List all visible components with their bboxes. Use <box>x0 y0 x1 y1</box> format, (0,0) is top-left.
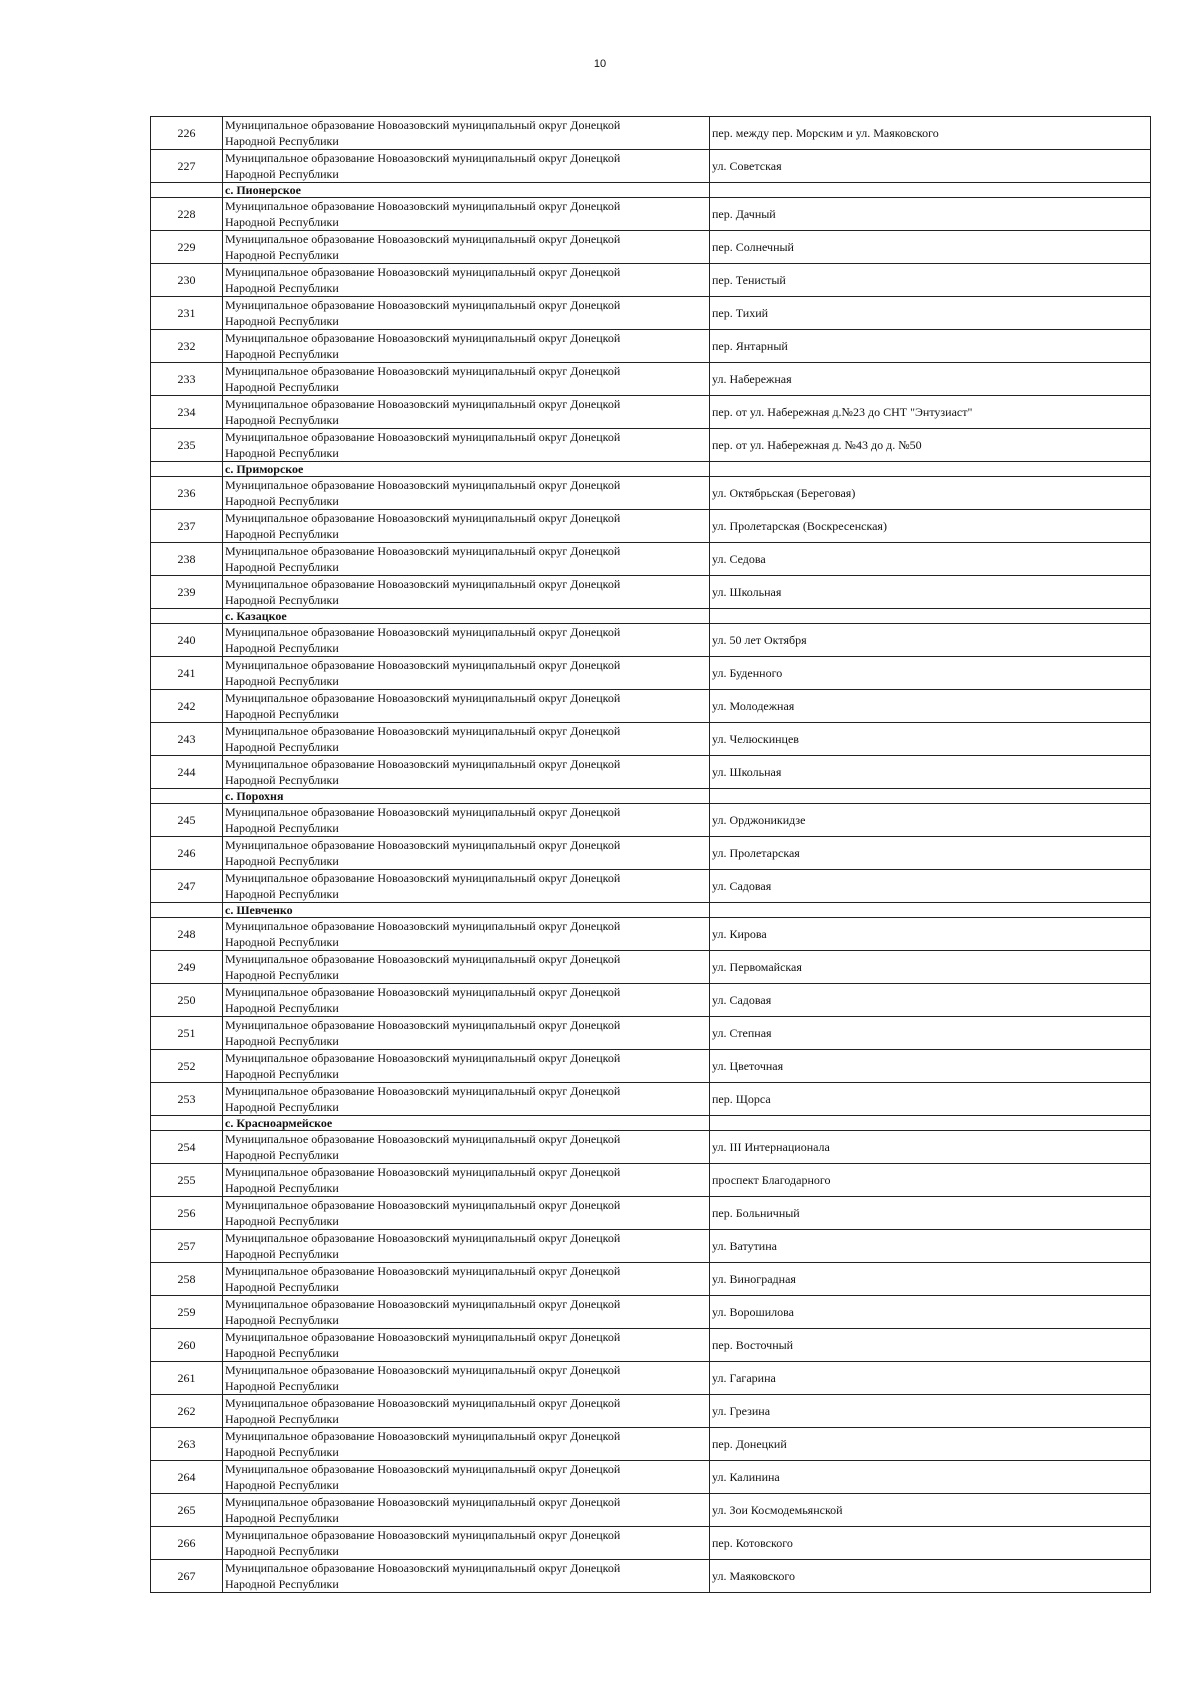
street-name: ул. Виноградная <box>710 1263 1151 1296</box>
row-number: 246 <box>151 837 223 870</box>
table-row <box>151 1131 1151 1164</box>
row-number: 230 <box>151 264 223 297</box>
locality-name: с. Порохня <box>223 789 710 804</box>
municipality-name: Муниципальное образование Новоазовский муниципальный округ Донецкой Народной Республики <box>223 984 710 1017</box>
municipality-name: Муниципальное образование Новоазовский муниципальный округ Донецкой Народной Республики <box>223 477 710 510</box>
street-name: проспект Благодарного <box>710 1164 1151 1197</box>
empty-cell <box>151 183 223 198</box>
street-registry-table <box>150 116 1151 1593</box>
table-row <box>151 1428 1151 1461</box>
locality-header-row <box>151 1116 1151 1131</box>
municipality-name: Муниципальное образование Новоазовский муниципальный округ Донецкой Народной Республики <box>223 756 710 789</box>
table-row <box>151 1197 1151 1230</box>
municipality-name: Муниципальное образование Новоазовский муниципальный округ Донецкой Народной Республики <box>223 1527 710 1560</box>
street-name: пер. Дачный <box>710 198 1151 231</box>
table-row <box>151 1263 1151 1296</box>
row-number: 239 <box>151 576 223 609</box>
municipality-name: Муниципальное образование Новоазовский муниципальный округ Донецкой Народной Республики <box>223 150 710 183</box>
empty-cell <box>710 903 1151 918</box>
street-name: ул. Школьная <box>710 756 1151 789</box>
empty-cell <box>151 609 223 624</box>
street-name: ул. Ворошилова <box>710 1296 1151 1329</box>
row-number: 265 <box>151 1494 223 1527</box>
table-row <box>151 723 1151 756</box>
page-number: 10 <box>593 58 607 70</box>
row-number: 231 <box>151 297 223 330</box>
row-number: 228 <box>151 198 223 231</box>
empty-cell <box>710 789 1151 804</box>
street-name: ул. Садовая <box>710 870 1151 903</box>
municipality-name: Муниципальное образование Новоазовский муниципальный округ Донецкой Народной Республики <box>223 1428 710 1461</box>
table-row <box>151 297 1151 330</box>
street-name: пер. Солнечный <box>710 231 1151 264</box>
table-row <box>151 429 1151 462</box>
street-name: ул. Школьная <box>710 576 1151 609</box>
table-row <box>151 756 1151 789</box>
municipality-name: Муниципальное образование Новоазовский муниципальный округ Донецкой Народной Республики <box>223 117 710 150</box>
street-name: пер. Восточный <box>710 1329 1151 1362</box>
row-number: 253 <box>151 1083 223 1116</box>
municipality-name: Муниципальное образование Новоазовский муниципальный округ Донецкой Народной Республики <box>223 837 710 870</box>
municipality-name: Муниципальное образование Новоазовский муниципальный округ Донецкой Народной Республики <box>223 1461 710 1494</box>
street-name: ул. Буденного <box>710 657 1151 690</box>
municipality-name: Муниципальное образование Новоазовский муниципальный округ Донецкой Народной Республики <box>223 1017 710 1050</box>
table-row <box>151 363 1151 396</box>
row-number: 267 <box>151 1560 223 1593</box>
row-number: 261 <box>151 1362 223 1395</box>
empty-cell <box>710 609 1151 624</box>
row-number: 249 <box>151 951 223 984</box>
street-name: ул. Молодежная <box>710 690 1151 723</box>
street-name: ул. Калинина <box>710 1461 1151 1494</box>
empty-cell <box>710 1116 1151 1131</box>
row-number: 241 <box>151 657 223 690</box>
street-name: ул. Первомайская <box>710 951 1151 984</box>
street-name: ул. Маяковского <box>710 1560 1151 1593</box>
street-name: ул. Советская <box>710 150 1151 183</box>
municipality-name: Муниципальное образование Новоазовский муниципальный округ Донецкой Народной Республики <box>223 690 710 723</box>
street-name: ул. Цветочная <box>710 1050 1151 1083</box>
street-name: ул. Октябрьская (Береговая) <box>710 477 1151 510</box>
municipality-name: Муниципальное образование Новоазовский муниципальный округ Донецкой Народной Республики <box>223 1197 710 1230</box>
municipality-name: Муниципальное образование Новоазовский муниципальный округ Донецкой Народной Республики <box>223 363 710 396</box>
row-number: 259 <box>151 1296 223 1329</box>
municipality-name: Муниципальное образование Новоазовский муниципальный округ Донецкой Народной Республики <box>223 1230 710 1263</box>
table-row <box>151 198 1151 231</box>
municipality-name: Муниципальное образование Новоазовский муниципальный округ Донецкой Народной Республики <box>223 870 710 903</box>
table-row <box>151 1164 1151 1197</box>
street-name: ул. Грезина <box>710 1395 1151 1428</box>
street-name: пер. Щорса <box>710 1083 1151 1116</box>
row-number: 250 <box>151 984 223 1017</box>
locality-name: с. Красноармейское <box>223 1116 710 1131</box>
municipality-name: Муниципальное образование Новоазовский муниципальный округ Донецкой Народной Республики <box>223 198 710 231</box>
empty-cell <box>151 789 223 804</box>
table-row <box>151 150 1151 183</box>
row-number: 266 <box>151 1527 223 1560</box>
municipality-name: Муниципальное образование Новоазовский муниципальный округ Донецкой Народной Республики <box>223 576 710 609</box>
row-number: 243 <box>151 723 223 756</box>
table-row <box>151 870 1151 903</box>
street-name: ул. Степная <box>710 1017 1151 1050</box>
municipality-name: Муниципальное образование Новоазовский муниципальный округ Донецкой Народной Республики <box>223 1164 710 1197</box>
municipality-name: Муниципальное образование Новоазовский муниципальный округ Донецкой Народной Республики <box>223 1083 710 1116</box>
street-name: ул. Орджоникидзе <box>710 804 1151 837</box>
empty-cell <box>710 462 1151 477</box>
row-number: 262 <box>151 1395 223 1428</box>
row-number: 236 <box>151 477 223 510</box>
row-number: 238 <box>151 543 223 576</box>
street-name: пер. от ул. Набережная д.№23 до СНТ "Энтузиаст" <box>710 396 1151 429</box>
street-name: ул. Гагарина <box>710 1362 1151 1395</box>
street-name: ул. 50 лет Октября <box>710 624 1151 657</box>
table-row <box>151 1017 1151 1050</box>
street-name: пер. Тенистый <box>710 264 1151 297</box>
table-row <box>151 657 1151 690</box>
street-name: ул. Садовая <box>710 984 1151 1017</box>
table-row <box>151 690 1151 723</box>
row-number: 247 <box>151 870 223 903</box>
municipality-name: Муниципальное образование Новоазовский муниципальный округ Донецкой Народной Республики <box>223 1131 710 1164</box>
locality-name: с. Шевченко <box>223 903 710 918</box>
municipality-name: Муниципальное образование Новоазовский муниципальный округ Донецкой Народной Республики <box>223 1050 710 1083</box>
street-name: пер. Донецкий <box>710 1428 1151 1461</box>
locality-name: с. Казацкое <box>223 609 710 624</box>
municipality-name: Муниципальное образование Новоазовский муниципальный округ Донецкой Народной Республики <box>223 951 710 984</box>
row-number: 234 <box>151 396 223 429</box>
row-number: 255 <box>151 1164 223 1197</box>
street-name: ул. Пролетарская (Воскресенская) <box>710 510 1151 543</box>
street-name: пер. Янтарный <box>710 330 1151 363</box>
locality-name: с. Пионерское <box>223 183 710 198</box>
table-row <box>151 624 1151 657</box>
table-row <box>151 1395 1151 1428</box>
table-row <box>151 576 1151 609</box>
locality-header-row <box>151 609 1151 624</box>
locality-header-row <box>151 789 1151 804</box>
municipality-name: Муниципальное образование Новоазовский муниципальный округ Донецкой Народной Республики <box>223 1362 710 1395</box>
row-number: 260 <box>151 1329 223 1362</box>
street-name: пер. Больничный <box>710 1197 1151 1230</box>
row-number: 244 <box>151 756 223 789</box>
empty-cell <box>151 1116 223 1131</box>
street-name: ул. Пролетарская <box>710 837 1151 870</box>
municipality-name: Муниципальное образование Новоазовский муниципальный округ Донецкой Народной Республики <box>223 657 710 690</box>
municipality-name: Муниципальное образование Новоазовский муниципальный округ Донецкой Народной Республики <box>223 510 710 543</box>
empty-cell <box>151 462 223 477</box>
table-row <box>151 396 1151 429</box>
municipality-name: Муниципальное образование Новоазовский муниципальный округ Донецкой Народной Республики <box>223 1494 710 1527</box>
table-row <box>151 543 1151 576</box>
row-number: 237 <box>151 510 223 543</box>
street-name: ул. Набережная <box>710 363 1151 396</box>
municipality-name: Муниципальное образование Новоазовский муниципальный округ Донецкой Народной Республики <box>223 1395 710 1428</box>
table-row <box>151 1461 1151 1494</box>
locality-header-row <box>151 183 1151 198</box>
municipality-name: Муниципальное образование Новоазовский муниципальный округ Донецкой Народной Республики <box>223 231 710 264</box>
row-number: 227 <box>151 150 223 183</box>
municipality-name: Муниципальное образование Новоазовский муниципальный округ Донецкой Народной Республики <box>223 429 710 462</box>
street-name: пер. от ул. Набережная д. №43 до д. №50 <box>710 429 1151 462</box>
table-row <box>151 264 1151 297</box>
municipality-name: Муниципальное образование Новоазовский муниципальный округ Донецкой Народной Республики <box>223 624 710 657</box>
street-name: пер. между пер. Морским и ул. Маяковского <box>710 117 1151 150</box>
row-number: 254 <box>151 1131 223 1164</box>
table-row <box>151 984 1151 1017</box>
municipality-name: Муниципальное образование Новоазовский муниципальный округ Донецкой Народной Республики <box>223 1296 710 1329</box>
table-row <box>151 510 1151 543</box>
table-row <box>151 117 1151 150</box>
municipality-name: Муниципальное образование Новоазовский муниципальный округ Донецкой Народной Республики <box>223 396 710 429</box>
municipality-name: Муниципальное образование Новоазовский муниципальный округ Донецкой Народной Республики <box>223 804 710 837</box>
row-number: 233 <box>151 363 223 396</box>
table-row <box>151 1494 1151 1527</box>
empty-cell <box>710 183 1151 198</box>
row-number: 226 <box>151 117 223 150</box>
table-body <box>151 117 1151 1593</box>
row-number: 258 <box>151 1263 223 1296</box>
street-name: ул. III Интернационала <box>710 1131 1151 1164</box>
table-row <box>151 477 1151 510</box>
table-row <box>151 1329 1151 1362</box>
locality-header-row <box>151 462 1151 477</box>
municipality-name: Муниципальное образование Новоазовский муниципальный округ Донецкой Народной Республики <box>223 264 710 297</box>
row-number: 264 <box>151 1461 223 1494</box>
table-row <box>151 231 1151 264</box>
table-row <box>151 918 1151 951</box>
table-row <box>151 951 1151 984</box>
table-row <box>151 1560 1151 1593</box>
row-number: 251 <box>151 1017 223 1050</box>
row-number: 235 <box>151 429 223 462</box>
row-number: 229 <box>151 231 223 264</box>
municipality-name: Муниципальное образование Новоазовский муниципальный округ Донецкой Народной Республики <box>223 1560 710 1593</box>
table-row <box>151 330 1151 363</box>
street-name: ул. Зои Космодемьянской <box>710 1494 1151 1527</box>
locality-header-row <box>151 903 1151 918</box>
street-name: ул. Кирова <box>710 918 1151 951</box>
row-number: 256 <box>151 1197 223 1230</box>
street-name: пер. Тихий <box>710 297 1151 330</box>
street-name: пер. Котовского <box>710 1527 1151 1560</box>
row-number: 240 <box>151 624 223 657</box>
table-row <box>151 837 1151 870</box>
table-row <box>151 1296 1151 1329</box>
row-number: 248 <box>151 918 223 951</box>
row-number: 245 <box>151 804 223 837</box>
table-row <box>151 804 1151 837</box>
locality-name: с. Приморское <box>223 462 710 477</box>
municipality-name: Муниципальное образование Новоазовский муниципальный округ Донецкой Народной Республики <box>223 1263 710 1296</box>
row-number: 242 <box>151 690 223 723</box>
row-number: 252 <box>151 1050 223 1083</box>
table-row <box>151 1362 1151 1395</box>
table-row <box>151 1083 1151 1116</box>
row-number: 232 <box>151 330 223 363</box>
municipality-name: Муниципальное образование Новоазовский муниципальный округ Донецкой Народной Республики <box>223 918 710 951</box>
municipality-name: Муниципальное образование Новоазовский муниципальный округ Донецкой Народной Республики <box>223 723 710 756</box>
row-number: 263 <box>151 1428 223 1461</box>
empty-cell <box>151 903 223 918</box>
municipality-name: Муниципальное образование Новоазовский муниципальный округ Донецкой Народной Республики <box>223 1329 710 1362</box>
municipality-name: Муниципальное образование Новоазовский муниципальный округ Донецкой Народной Республики <box>223 330 710 363</box>
table-row <box>151 1230 1151 1263</box>
table-row <box>151 1527 1151 1560</box>
municipality-name: Муниципальное образование Новоазовский муниципальный округ Донецкой Народной Республики <box>223 297 710 330</box>
table-row <box>151 1050 1151 1083</box>
street-name: ул. Челюскинцев <box>710 723 1151 756</box>
street-name: ул. Ватутина <box>710 1230 1151 1263</box>
municipality-name: Муниципальное образование Новоазовский муниципальный округ Донецкой Народной Республики <box>223 543 710 576</box>
street-name: ул. Седова <box>710 543 1151 576</box>
row-number: 257 <box>151 1230 223 1263</box>
